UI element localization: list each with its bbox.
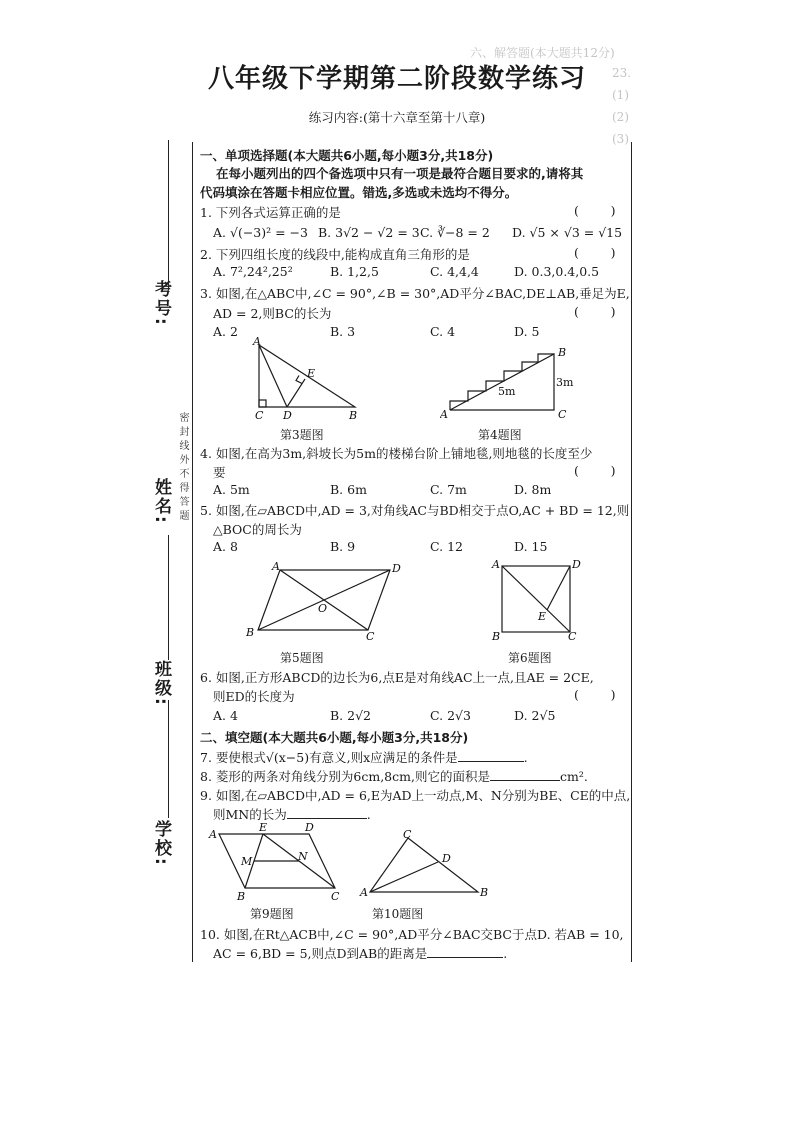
q4-option-b: B. 6m [330, 482, 367, 497]
q1-option-d: D. √5 × √3 = √15 [512, 225, 623, 240]
fig5-label-b: B [246, 626, 255, 639]
bleed-heading: 六、解答题(本大题共12分) [470, 46, 615, 60]
q5-option-c: C. 12 [430, 539, 463, 554]
q8-end: cm². [559, 769, 588, 784]
q10-stem-line2: AC = 6,BD = 5,则点D到AB的距离是 [213, 946, 428, 961]
q2-option-a: A. 7²,24²,25² [213, 264, 293, 279]
fig5-label-o: O [318, 602, 328, 615]
q3-stem-line2: AD = 2,则BC的长为 [213, 306, 332, 321]
figure-6 [490, 556, 585, 648]
q9-answer-blank[interactable] [287, 818, 367, 819]
q2-option-d: D. 0.3,0.4,0.5 [514, 264, 600, 279]
q7-answer-blank[interactable] [458, 761, 524, 762]
page-subtitle: 练习内容:(第十六章至第十八章) [308, 110, 486, 125]
figure-5 [240, 556, 410, 648]
name-label: 姓名: [151, 478, 171, 525]
left-frame-line [192, 142, 193, 962]
fig9-caption: 第9题图 [250, 907, 294, 921]
q2-stem: 2. 下列四组长度的线段中,能构成直角三角形的是 [200, 247, 470, 262]
fig4-label-height: 3m [556, 376, 574, 389]
right-frame-line [631, 142, 632, 962]
q2-answer-paren: ( ) [574, 245, 616, 260]
bleed-part3: (3) [612, 132, 629, 146]
figure-3 [245, 335, 375, 425]
q10-row2 [213, 944, 507, 962]
bleed-part1: (1) [612, 88, 629, 102]
fig10-label-d: D [442, 852, 451, 865]
q3-option-a: A. 2 [213, 324, 238, 339]
fig9-label-c: C [331, 890, 340, 902]
section1-heading: 一、单项选择题(本大题共6小题,每小题3分,共18分) [200, 148, 494, 163]
fig4-label-a: A [440, 408, 448, 421]
fig9-label-d: D [305, 821, 314, 834]
fig4-label-c: C [558, 408, 567, 421]
fig3-label-b: B [349, 409, 358, 422]
q9-stem-line2: 则MN的长为 [213, 807, 287, 822]
q6-stem-line1: 6. 如图,正方形ABCD的边长为6,点E是对角线AC上一点,且AE = 2CE, [200, 670, 594, 685]
fig3-label-c: C [255, 409, 264, 422]
class-label: 班级: [151, 660, 171, 707]
fig10-label-a: A [360, 886, 368, 899]
figure-4 [440, 340, 580, 424]
school-label: 学校: [151, 820, 171, 867]
fig6-label-b: B [492, 630, 501, 643]
page-title: 八年级下学期第二阶段数学练习 [207, 64, 586, 94]
section1-instruction-line2: 代码填涂在答题卡相应位置。错选,多选或未选均不得分。 [200, 185, 518, 200]
q10-end: . [503, 946, 508, 961]
q9-end: . [366, 807, 371, 822]
exam-number-label: 考号: [151, 280, 171, 327]
q4-option-a: A. 5m [213, 482, 250, 497]
q5-option-a: A. 8 [213, 539, 238, 554]
fig5-label-d: D [392, 562, 401, 575]
fig3-segment-de [287, 379, 305, 407]
q5-stem-line1: 5. 如图,在▱ABCD中,AD = 3,对角线AC与BD相交于点O,AC + BD = 12,则 [200, 503, 630, 518]
fig10-caption: 第10题图 [372, 907, 424, 921]
fig10-label-b: B [480, 886, 489, 899]
q3-option-d: D. 5 [514, 324, 540, 339]
q4-option-c: C. 7m [430, 482, 467, 497]
q1-stem: 1. 下列各式运算正确的是 [200, 205, 341, 220]
q1-option-a: A. √(−3)² = −3 [213, 225, 308, 240]
fig3-right-angle-e [296, 376, 302, 384]
q3-option-c: C. 4 [430, 324, 456, 339]
q6-option-d: D. 2√5 [514, 708, 556, 723]
fig3-label-a: A [253, 335, 261, 348]
q5-stem-line2: △BOC的周长为 [213, 522, 302, 537]
fig10-triangle-acb [370, 838, 478, 892]
fig9-label-b: B [237, 890, 246, 902]
fig4-caption: 第4题图 [478, 428, 522, 442]
fig6-label-c: C [568, 630, 577, 643]
fig5-label-c: C [366, 630, 375, 643]
fig9-label-n: N [298, 850, 308, 863]
q4-stem-line1: 4. 如图,在高为3m,斜坡长为5m的楼梯台阶上铺地毯,则地毯的长度至少 [200, 446, 593, 461]
class-blank [168, 535, 169, 660]
q10-answer-blank[interactable] [427, 957, 503, 958]
school-blank [168, 700, 169, 818]
q3-answer-paren: ( ) [574, 304, 616, 319]
fig3-label-d: D [283, 409, 292, 422]
seal-line-text: 密封线外不得答题 [177, 412, 188, 524]
fig10-label-c: C [403, 828, 412, 841]
fig5-caption: 第5题图 [280, 651, 324, 665]
q6-stem-line2: 则ED的长度为 [213, 689, 295, 704]
q5-option-d: D. 15 [514, 539, 548, 554]
q7-row [200, 748, 528, 766]
q8-row [200, 767, 588, 785]
q10-stem-line1: 10. 如图,在Rt△ACB中,∠C = 90°,AD平分∠BAC交BC于点D. 若AB = 10, [200, 927, 624, 942]
q7-stem: 7. 要使根式√(x−5)有意义,则x应满足的条件是 [200, 750, 458, 765]
q4-stem-line2: 要 [213, 465, 226, 480]
fig6-diagonal-ac [502, 566, 570, 632]
fig3-label-e: E [307, 367, 316, 380]
fig3-caption: 第3题图 [280, 428, 324, 442]
bleed-q23: 23. [612, 66, 632, 80]
q8-stem: 8. 菱形的两条对角线分别为6cm,8cm,则它的面积是 [200, 769, 490, 784]
q6-answer-paren: ( ) [574, 687, 616, 702]
q6-option-c: C. 2√3 [430, 708, 471, 723]
q1-answer-paren: ( ) [574, 203, 616, 218]
q2-option-c: C. 4,4,4 [430, 264, 479, 279]
q6-option-a: A. 4 [213, 708, 238, 723]
fig5-diagonal-bd [258, 570, 390, 630]
fig5-label-a: A [272, 560, 280, 573]
fig6-segment-de [547, 566, 570, 610]
q4-answer-paren: ( ) [574, 463, 616, 478]
fig9-label-m: M [241, 855, 253, 868]
q6-option-b: B. 2√2 [330, 708, 372, 723]
figure-9 [205, 820, 345, 902]
fig4-label-b: B [558, 346, 567, 359]
q7-end: . [523, 750, 528, 765]
fig9-label-a: A [209, 828, 217, 841]
q1-option-c: C. ∛−8 = 2 [420, 225, 490, 240]
fig6-label-d: D [572, 558, 581, 571]
fig6-label-a: A [492, 558, 500, 571]
q2-option-b: B. 1,2,5 [330, 264, 379, 279]
q5-option-b: B. 9 [330, 539, 356, 554]
exam-number-blank [168, 140, 169, 290]
fig6-label-e: E [538, 610, 547, 623]
fig6-caption: 第6题图 [508, 651, 552, 665]
section1-instruction-line1: 在每小题列出的四个备选项中只有一项是最符合题目要求的,请将其 [216, 166, 584, 181]
fig9-label-e: E [259, 821, 268, 834]
q4-option-d: D. 8m [514, 482, 552, 497]
bleed-part2: (2) [612, 110, 629, 124]
q9-stem-line1: 9. 如图,在▱ABCD中,AD = 6,E为AD上一动点,M、N分别为BE、CE的中点, [200, 788, 631, 803]
q3-option-b: B. 3 [330, 324, 356, 339]
q8-answer-blank[interactable] [490, 780, 560, 781]
q1-option-b: B. 3√2 − √2 = 3 [318, 225, 420, 240]
section2-heading: 二、填空题(本大题共6小题,每小题3分,共18分) [200, 730, 469, 745]
q3-stem-line1: 3. 如图,在△ABC中,∠C = 90°,∠B = 30°,AD平分∠BAC,DE⊥AB,垂足为E, [200, 286, 630, 301]
figure-10 [358, 826, 498, 900]
fig3-right-angle-c [259, 400, 266, 407]
fig4-label-slope: 5m [498, 385, 516, 398]
